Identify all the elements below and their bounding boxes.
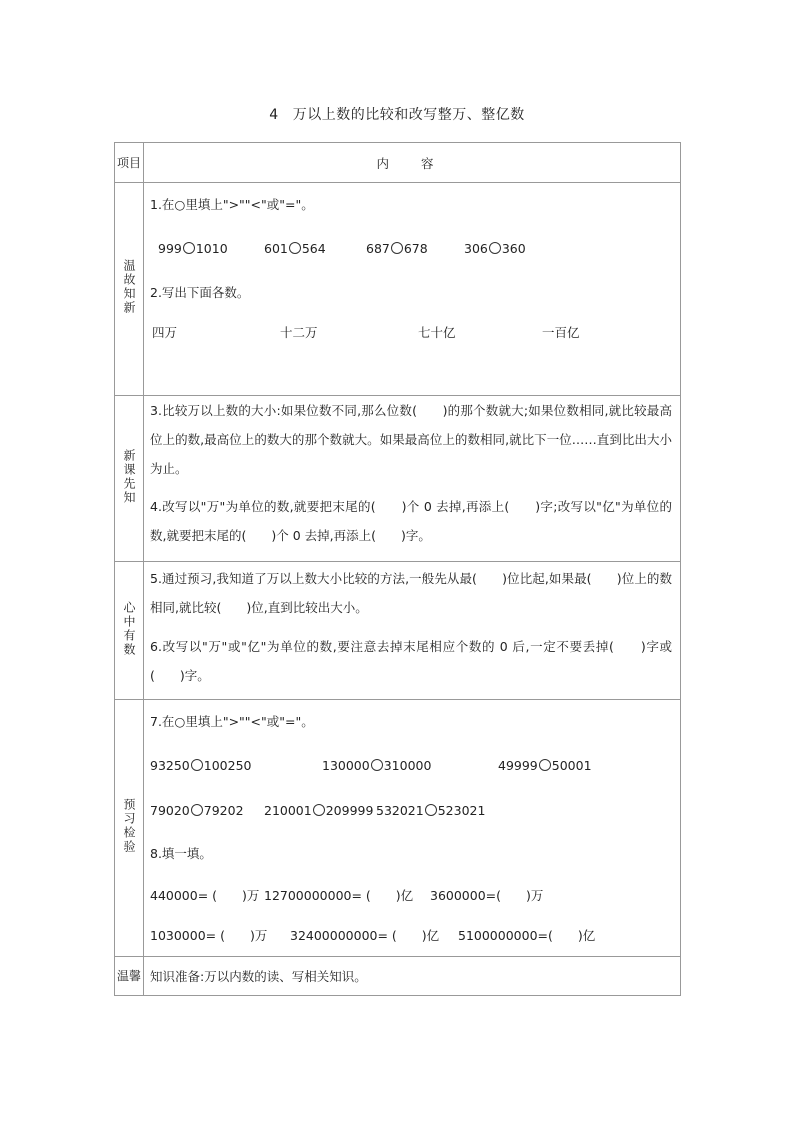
q8-item: 1030000= ( )万 <box>150 928 268 943</box>
compare-circle-icon[interactable] <box>191 804 203 816</box>
header-item: 项目 <box>115 143 144 183</box>
compare-circle-icon[interactable] <box>183 242 195 254</box>
q1-item: 687 678 <box>366 241 428 256</box>
compare-circle-icon[interactable] <box>391 242 403 254</box>
section-review <box>115 183 681 396</box>
section-mind <box>115 562 681 700</box>
question-6: 6.改写以"万"或"亿"为单位的数,要注意去掉末尾相应个数的 0 后,一定不要丢掉( )字或( )字。 <box>150 639 672 683</box>
compare-circle-icon[interactable] <box>489 242 501 254</box>
page-title <box>0 104 794 124</box>
header-content: 内 容 <box>144 143 681 183</box>
question-5: 5.通过预习,我知道了万以上数大小比较的方法,一般先从最( )位比起,如果最( )位上的数相同,就比较( )位,直到比较出大小。 <box>150 571 672 615</box>
q8-item: 5100000000=( )亿 <box>458 928 596 943</box>
tip-text: 知识准备:万以内数的读、写相关知识。 <box>150 969 367 984</box>
section-review-content <box>144 183 681 396</box>
q2-item: 四万 <box>152 325 178 340</box>
section-check-content <box>144 700 681 957</box>
q1-item: 999 1010 <box>158 241 228 256</box>
question-8: 8.填一填。 <box>150 846 212 861</box>
table-header-row <box>115 143 681 183</box>
q8-item: 32400000000= ( )亿 <box>290 928 440 943</box>
q7-item: 210001 209999 <box>264 803 374 818</box>
title-number: 4 <box>269 107 279 123</box>
q7-item: 93250 100250 <box>150 758 252 773</box>
section-label-text: 温故知新 <box>122 259 136 315</box>
q8-item: 12700000000= ( )亿 <box>264 888 414 903</box>
q8-item: 440000= ( )万 <box>150 888 260 903</box>
q2-item: 十二万 <box>280 325 318 340</box>
section-tip-content <box>144 957 681 996</box>
section-label-check <box>115 700 144 957</box>
q7-item: 49999 50001 <box>498 758 592 773</box>
section-label-review <box>115 183 144 396</box>
section-label-text: 心中有数 <box>122 600 136 657</box>
q1-item: 306 360 <box>464 241 526 256</box>
section-mind-content <box>144 562 681 700</box>
compare-circle-icon[interactable] <box>313 804 325 816</box>
question-7: 7.在○里填上">""<"或"="。 <box>150 714 314 729</box>
compare-circle-icon[interactable] <box>539 759 551 771</box>
title-text: 万以上数的比较和改写整万、整亿数 <box>292 107 525 123</box>
q8-item: 3600000=( )万 <box>430 888 544 903</box>
section-label-text: 新课先知 <box>122 448 136 505</box>
section-label-text: 预习检验 <box>122 798 136 854</box>
q7-item: 130000 310000 <box>322 758 432 773</box>
q2-item: 七十亿 <box>418 325 456 340</box>
q1-item: 601 564 <box>264 241 326 256</box>
compare-circle-icon[interactable] <box>191 759 203 771</box>
section-tip <box>115 957 681 996</box>
section-check <box>115 700 681 957</box>
section-label-tip: 温馨 <box>115 957 144 996</box>
question-4: 4.改写以"万"为单位的数,就要把末尾的( )个 0 去掉,再添上( )字;改写以"亿"为单位的数,就要把末尾的( )个 0 去掉,再添上( )字。 <box>150 499 672 543</box>
lesson-table <box>114 142 681 996</box>
compare-circle-icon[interactable] <box>371 759 383 771</box>
question-3: 3.比较万以上数的大小:如果位数不同,那么位数( )的那个数就大;如果位数相同,就比较最高位上的数,最高位上的数大的那个数就大。如果最高位上的数相同,就比下一位……直到比出大小为止。 <box>150 403 672 476</box>
section-preview <box>115 396 681 562</box>
q7-item: 79020 79202 <box>150 803 244 818</box>
section-preview-content <box>144 396 681 562</box>
section-label-preview <box>115 396 144 562</box>
question-1: 1.在○里填上">""<"或"="。 <box>150 197 314 212</box>
q7-item: 532021 523021 <box>376 803 486 818</box>
question-2: 2.写出下面各数。 <box>150 285 250 300</box>
section-label-mind <box>115 562 144 700</box>
compare-circle-icon[interactable] <box>425 804 437 816</box>
q2-item: 一百亿 <box>542 325 580 340</box>
compare-circle-icon[interactable] <box>289 242 301 254</box>
